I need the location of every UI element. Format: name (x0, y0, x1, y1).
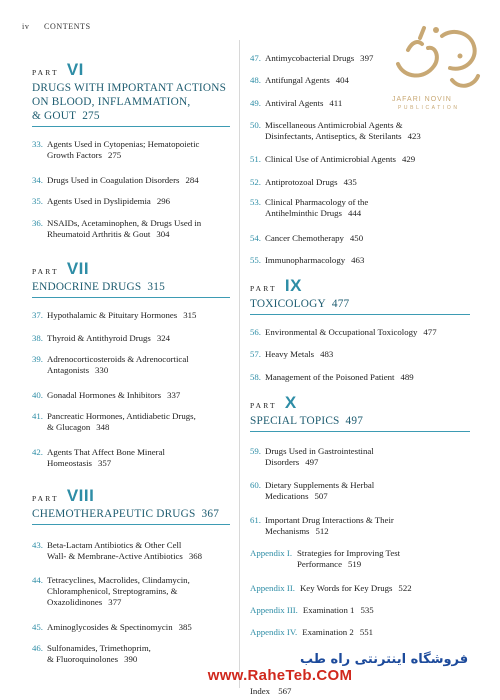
chapter-title-line: Important Drug Interactions & Their (265, 515, 394, 525)
column-divider (239, 40, 240, 688)
chapter-page: 507 (314, 491, 328, 501)
part-title[interactable] (32, 507, 230, 521)
chapter-number: 61. (250, 515, 261, 525)
part-rule (32, 297, 230, 298)
publisher-logo (390, 20, 486, 112)
chapter-entry[interactable] (32, 540, 230, 562)
chapter-title-line: Pancreatic Hormones, Antidiabetic Drugs, (47, 411, 196, 421)
chapter-page: 489 (400, 372, 414, 382)
chapter-title (47, 333, 230, 344)
chapter-entry[interactable] (250, 349, 470, 360)
chapter-number: 35. (32, 196, 43, 206)
chapter-title-line: Examination 1 (302, 605, 355, 615)
chapter-page: 512 (315, 526, 329, 536)
chapter-title-line: Drugs Used in Coagulation Disorders (47, 175, 180, 185)
chapter-title (47, 390, 230, 401)
chapter-title (265, 372, 470, 383)
chapter-page: 477 (423, 327, 437, 337)
chapter-page: 535 (360, 605, 374, 615)
chapter-title (47, 354, 230, 376)
part-heading (250, 393, 470, 432)
index-page: 567 (278, 686, 292, 696)
chapter-title (302, 627, 470, 638)
part-rule (32, 126, 230, 127)
chapter-number: 55. (250, 255, 261, 265)
chapter-title-line: Strategies for Improving Test (297, 548, 401, 558)
chapter-page: 390 (124, 654, 138, 664)
chapter-title (265, 327, 470, 338)
chapter-page: 330 (95, 365, 109, 375)
chapter-page: 429 (401, 154, 416, 164)
chapter-title-line: Agents Used in Cytopenias; Hematopoietic (47, 139, 200, 149)
chapter-entry[interactable] (32, 575, 230, 608)
part-heading (32, 259, 230, 298)
part-number: X (284, 393, 297, 412)
chapter-number: 36. (32, 218, 43, 228)
part-page: 367 (201, 508, 220, 520)
part-number: VIII (66, 486, 95, 505)
chapter-entry[interactable] (32, 622, 230, 633)
chapter-title-line: Antihelminthic Drugs (265, 208, 342, 218)
chapter-title-line: Growth Factors (47, 150, 102, 160)
chapter-title-line: NSAIDs, Acetaminophen, & Drugs Used in (47, 218, 202, 228)
chapter-page: 483 (320, 349, 334, 359)
part-title[interactable] (250, 297, 470, 311)
chapter-number: 58. (250, 372, 261, 382)
chapter-title-line: Immunopharmacology (265, 255, 346, 265)
chapter-title (297, 548, 470, 570)
chapter-title-line: Antiprotozoal Drugs (265, 177, 338, 187)
part-word: PART (32, 267, 59, 276)
chapter-title-line: Examination 2 (302, 627, 354, 637)
chapter-entry[interactable] (32, 196, 230, 207)
appendix-entry[interactable] (250, 627, 470, 638)
chapter-number: 38. (32, 333, 43, 343)
chapter-page: 377 (108, 597, 122, 607)
chapter-title-line: Wall- & Membrane-Active Antibiotics (47, 551, 183, 561)
chapter-title (265, 120, 470, 142)
chapter-page: 348 (96, 422, 110, 432)
chapter-page: 397 (360, 53, 374, 63)
chapter-title-line: Oxazolidinones (47, 597, 103, 607)
chapter-title-line: Adrenocorticosteroids & Adrenocortical (47, 354, 189, 364)
chapter-entry[interactable] (32, 218, 230, 240)
chapter-number: 41. (32, 411, 43, 421)
chapter-entry[interactable] (250, 120, 470, 142)
chapter-number: 59. (250, 446, 261, 456)
publisher-name: JAFARI NOVIN (392, 96, 452, 103)
part-title[interactable] (250, 414, 470, 428)
chapter-number: 52. (250, 177, 261, 187)
chapter-title-line: Disinfectants, Antiseptics, & Sterilants (265, 131, 402, 141)
chapter-page: 423 (407, 131, 421, 141)
chapter-page: 324 (156, 333, 171, 343)
part-heading (32, 486, 230, 525)
chapter-entry[interactable] (32, 139, 230, 161)
chapter-title-line: Homeostasis (47, 458, 92, 468)
chapter-title-line: Aminoglycosides & Spectinomycin (47, 622, 173, 632)
part-word: PART (32, 494, 59, 503)
chapter-page: 497 (305, 457, 319, 467)
chapter-entry[interactable] (250, 446, 470, 468)
chapter-entry[interactable] (32, 310, 230, 321)
chapter-title-line: & Glucagon (47, 422, 91, 432)
appendix-number: Appendix I. (250, 548, 293, 558)
part-rule (32, 524, 230, 525)
publisher-subtitle: PUBLICATION (398, 105, 460, 111)
chapter-entry[interactable] (32, 643, 230, 665)
chapter-title-line: Hypothalamic & Pituitary Hormones (47, 310, 178, 320)
chapter-title (265, 349, 470, 360)
chapter-entry[interactable] (32, 333, 230, 344)
chapter-page: 315 (183, 310, 197, 320)
chapter-title-line: Clinical Use of Antimicrobial Agents (265, 154, 396, 164)
chapter-entry[interactable] (250, 327, 470, 338)
chapter-title (47, 218, 230, 240)
chapter-entry[interactable] (250, 515, 470, 537)
chapter-number: 50. (250, 120, 261, 130)
chapter-title-line: Agents That Affect Bone Mineral (47, 447, 165, 457)
part-rule (250, 431, 470, 432)
part-number: IX (284, 276, 302, 295)
part-word: PART (250, 401, 277, 410)
chapter-entry[interactable] (250, 372, 470, 383)
part-title-line: CHEMOTHERAPEUTIC DRUGS (32, 508, 196, 520)
chapter-entry[interactable] (250, 255, 470, 266)
chapter-number: 43. (32, 540, 43, 550)
chapter-page: 357 (97, 458, 112, 468)
chapter-title (47, 411, 230, 433)
chapter-number: 49. (250, 98, 261, 108)
part-word: PART (250, 284, 277, 293)
chapter-title (47, 139, 230, 161)
part-title-line: SPECIAL TOPICS (250, 415, 340, 427)
chapter-page: 284 (185, 175, 199, 185)
chapter-title-line: Dietary Supplements & Herbal (265, 480, 375, 490)
chapter-entry[interactable] (32, 175, 230, 186)
chapter-title-line: Disorders (265, 457, 300, 467)
part-heading (250, 276, 470, 315)
chapter-number: 34. (32, 175, 43, 185)
part-heading (32, 60, 230, 127)
chapter-number: 53. (250, 197, 261, 207)
chapter-number: 48. (250, 75, 261, 85)
chapter-page: 450 (349, 233, 364, 243)
appendix-entry[interactable] (250, 583, 470, 594)
chapter-title-line: Clinical Pharmacology of the (265, 197, 369, 207)
chapter-title (265, 515, 470, 537)
chapter-entry[interactable] (250, 480, 470, 502)
chapter-number: 54. (250, 233, 261, 243)
part-title[interactable] (32, 280, 230, 294)
calligraphy-logo-icon (390, 20, 486, 96)
chapter-number: 45. (32, 622, 43, 632)
chapter-page: 411 (329, 98, 343, 108)
part-rule (250, 314, 470, 315)
chapter-page: 444 (347, 208, 362, 218)
chapter-title-line: Mechanisms (265, 526, 310, 536)
chapter-page: 463 (351, 255, 365, 265)
chapter-number: 42. (32, 447, 43, 457)
chapter-title-line: Gonadal Hormones & Inhibitors (47, 390, 162, 400)
chapter-title (47, 622, 230, 633)
chapter-title-line: Antifungal Agents (265, 75, 330, 85)
chapter-entry[interactable] (32, 411, 230, 433)
chapter-title (47, 196, 230, 207)
part-title-line: TOXICOLOGY (250, 298, 326, 310)
chapter-title-line: Tetracyclines, Macrolides, Clindamycin, (47, 575, 190, 585)
part-title[interactable] (32, 81, 230, 123)
chapter-title (300, 583, 470, 594)
chapter-title (265, 446, 470, 468)
part-number: VII (66, 259, 90, 278)
chapter-title-line: Agents Used in Dyslipidemia (47, 196, 151, 206)
chapter-page: 337 (167, 390, 181, 400)
chapter-title (265, 255, 470, 266)
part-number: VI (66, 60, 84, 79)
chapter-title (47, 643, 230, 665)
index-entry[interactable] (250, 686, 291, 696)
chapter-entry[interactable] (250, 233, 470, 244)
chapter-number: 56. (250, 327, 261, 337)
chapter-title (47, 310, 230, 321)
chapter-title (47, 447, 230, 469)
chapter-entry[interactable] (250, 177, 470, 188)
chapter-title-line: Key Words for Key Drugs (299, 583, 393, 593)
chapter-title (265, 197, 470, 219)
chapter-entry[interactable] (32, 354, 230, 376)
chapter-title-line: Cancer Chemotherapy (265, 233, 344, 243)
running-header (22, 22, 91, 31)
appendix-number: Appendix II. (250, 583, 295, 593)
appendix-number: Appendix IV. (250, 627, 298, 637)
site-watermark: www.RaheTeb.COM (207, 667, 353, 684)
chapter-title-line: Antimycobacterial Drugs (265, 53, 355, 63)
page-number: iv (22, 22, 30, 31)
header-title: CONTENTS (44, 22, 91, 31)
chapter-title-line: Thyroid & Antithyroid Drugs (47, 333, 151, 343)
chapter-page: 368 (188, 551, 203, 561)
chapter-title (265, 480, 470, 502)
chapter-number: 46. (32, 643, 43, 653)
chapter-page: 304 (156, 229, 170, 239)
chapter-page: 519 (347, 559, 362, 569)
chapter-entry[interactable] (250, 197, 470, 219)
chapter-title-line: Beta-Lactam Antibiotics & Other Cell (47, 540, 182, 550)
chapter-page: 435 (343, 177, 357, 187)
chapter-title-line: Medications (265, 491, 309, 501)
appendix-entry[interactable] (250, 548, 470, 570)
appendix-entry[interactable] (250, 605, 470, 616)
shop-watermark: فروشگاه اینترنتی راه طب (300, 652, 469, 667)
chapter-number: 47. (250, 53, 261, 63)
chapter-title-line: & Fluoroquinolones (47, 654, 119, 664)
chapter-title-line: Drugs Used in Gastrointestinal (265, 446, 374, 456)
chapter-title (265, 177, 470, 188)
part-title-line: DRUGS WITH IMPORTANT ACTIONS (32, 82, 227, 94)
chapter-page: 385 (178, 622, 192, 632)
chapter-page: 296 (156, 196, 171, 206)
chapter-title (47, 575, 230, 608)
chapter-title-line: Heavy Metals (265, 349, 315, 359)
chapter-title-line: Sulfonamides, Trimethoprim, (47, 643, 151, 653)
chapter-number: 51. (250, 154, 261, 164)
chapter-number: 39. (32, 354, 43, 364)
index-label: Index (250, 686, 271, 696)
part-page: 477 (331, 298, 350, 310)
chapter-title-line: Performance (297, 559, 342, 569)
chapter-title-line: Chloramphenicol, Streptogramins, & (47, 586, 178, 596)
chapter-title-line: Antagonists (47, 365, 90, 375)
chapter-title (265, 154, 470, 165)
chapter-title (303, 605, 470, 616)
chapter-title (265, 233, 470, 244)
chapter-number: 60. (250, 480, 261, 490)
part-page: 315 (147, 281, 165, 293)
part-title-line: ENDOCRINE DRUGS (32, 281, 142, 293)
chapter-number: 40. (32, 390, 43, 400)
part-page: 497 (345, 415, 364, 427)
part-word: PART (32, 68, 59, 77)
appendix-number: Appendix III. (250, 605, 298, 615)
chapter-page: 522 (398, 583, 412, 593)
chapter-title-line: Miscellaneous Antimicrobial Agents & (265, 120, 403, 130)
chapter-page: 404 (335, 75, 349, 85)
chapter-number: 57. (250, 349, 261, 359)
chapter-entry[interactable] (32, 390, 230, 401)
part-page: 275 (82, 110, 100, 122)
chapter-entry[interactable] (250, 154, 470, 165)
chapter-title-line: Rheumatoid Arthritis & Gout (47, 229, 151, 239)
part-title-line: & GOUT (32, 110, 77, 122)
chapter-page: 551 (359, 627, 374, 637)
chapter-entry[interactable] (32, 447, 230, 469)
chapter-number: 33. (32, 139, 43, 149)
chapter-title (47, 540, 230, 562)
chapter-title-line: Antiviral Agents (265, 98, 324, 108)
chapter-title-line: Management of the Poisoned Patient (265, 372, 395, 382)
chapter-title-line: Environmental & Occupational Toxicology (265, 327, 418, 337)
part-title-line: ON BLOOD, INFLAMMATION, (32, 96, 191, 108)
chapter-title (47, 175, 230, 186)
chapter-number: 37. (32, 310, 43, 320)
chapter-page: 275 (107, 150, 122, 160)
chapter-number: 44. (32, 575, 43, 585)
